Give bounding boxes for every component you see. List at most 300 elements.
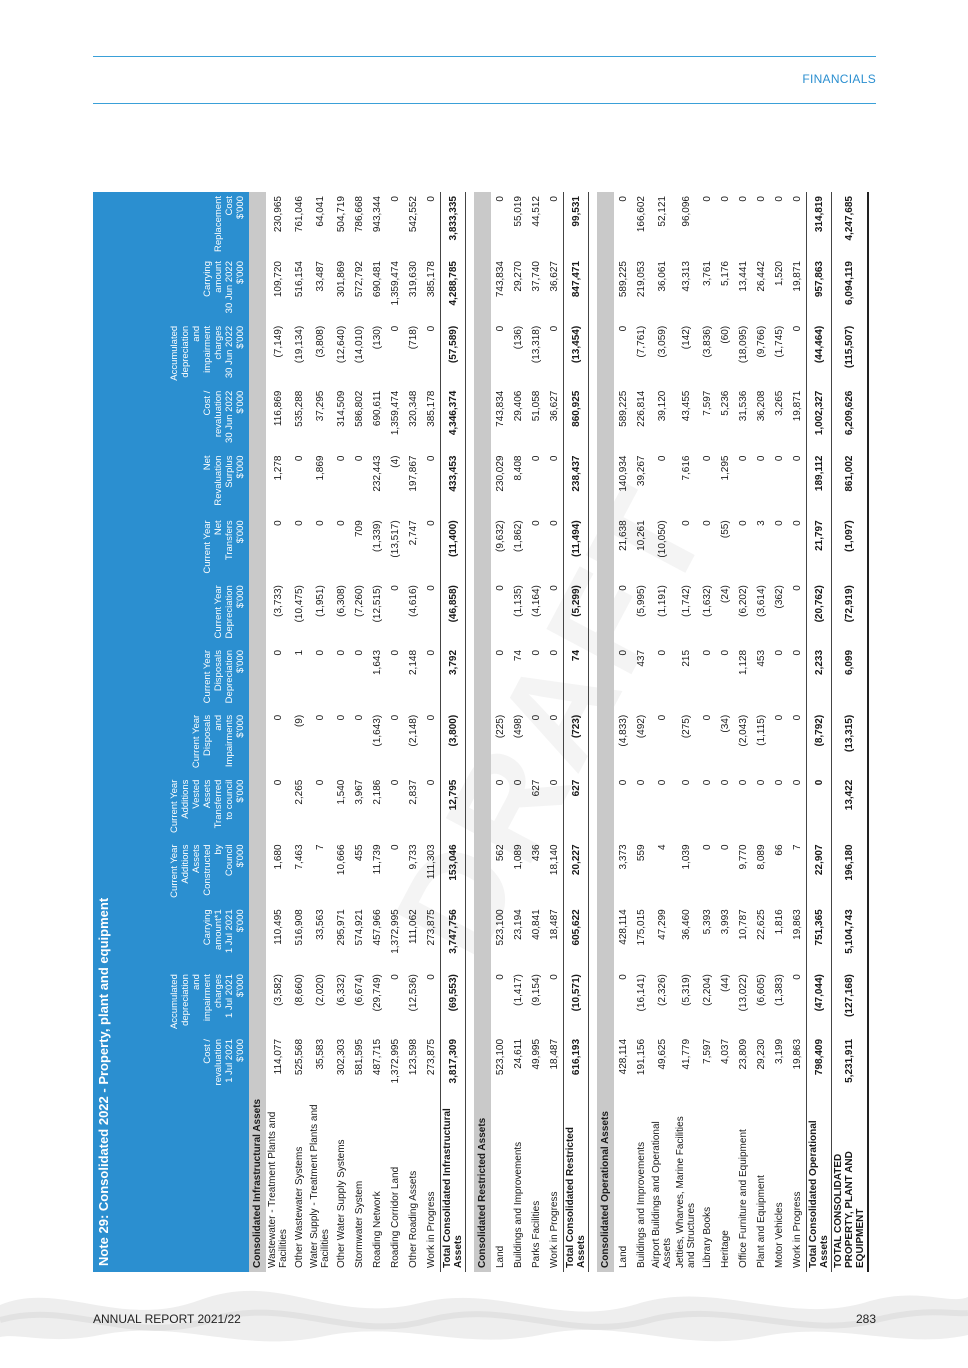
value-cell: 111,062 xyxy=(407,909,419,944)
value-cell: 847,471 xyxy=(564,257,589,322)
value-cell: (2,043) xyxy=(737,714,749,747)
row-label xyxy=(466,192,475,1272)
value-cell: 219,053 xyxy=(635,261,647,298)
value-cell: 215 xyxy=(680,649,692,667)
row-label: Heritage xyxy=(719,1230,731,1268)
value-cell: (1,339) xyxy=(371,520,383,553)
value-cell: (2,020) xyxy=(314,974,326,1006)
value-cell: 562 xyxy=(494,844,506,862)
value-cell: 0 xyxy=(680,520,692,526)
value-cell: 0 xyxy=(680,779,692,786)
value-cell: 230,029 xyxy=(494,455,506,492)
value-cell: 123,598 xyxy=(407,1038,419,1076)
value-cell: 0 xyxy=(425,779,437,786)
value-cell: 0 xyxy=(548,455,560,462)
value-cell: 433,453 xyxy=(441,452,466,517)
value-cell: 1 xyxy=(293,649,305,656)
value-cell: 24,611 xyxy=(512,1038,524,1069)
value-cell: (5,995) xyxy=(635,585,647,617)
value-cell: 1,002,327 xyxy=(807,387,832,452)
value-cell: 314,509 xyxy=(335,390,347,427)
value-cell: (24) xyxy=(719,585,731,603)
value-cell: 0 xyxy=(425,455,437,462)
value-cell: 0 xyxy=(791,196,803,202)
value-cell: 0 xyxy=(791,779,803,786)
value-cell: 232,443 xyxy=(371,455,383,492)
value-cell: 19,863 xyxy=(791,1038,803,1070)
total-row xyxy=(832,192,869,1272)
value-cell: (127,168) xyxy=(832,970,869,1035)
value-cell: (12,640) xyxy=(335,325,347,364)
total-row xyxy=(807,192,832,1272)
value-cell: 457,966 xyxy=(371,909,383,946)
value-cell: 0 xyxy=(494,325,506,332)
value-cell: (498) xyxy=(512,714,524,739)
table-row xyxy=(308,192,332,1272)
value-cell: 0 xyxy=(719,196,731,202)
value-cell: 0 xyxy=(353,714,365,721)
value-cell: (1,745) xyxy=(773,325,785,358)
value-cell: (1,115) xyxy=(755,714,767,746)
value-cell: 690,481 xyxy=(371,261,383,298)
value-cell: 302,303 xyxy=(335,1038,347,1076)
value-cell: (1,383) xyxy=(773,974,785,1006)
value-cell: (1,742) xyxy=(680,585,692,617)
value-cell: 37,295 xyxy=(314,390,326,422)
table-row xyxy=(770,192,788,1272)
value-cell: 37,740 xyxy=(530,261,542,292)
value-cell: 542,552 xyxy=(407,196,419,233)
column-header: Current Year Net Transfers $'000 xyxy=(115,516,249,581)
value-cell: 437 xyxy=(635,649,647,667)
value-cell: 4 xyxy=(656,844,668,851)
table-row xyxy=(527,192,545,1272)
row-label: Other Roading Assets xyxy=(407,1170,419,1268)
value-cell: (34) xyxy=(719,714,731,733)
value-cell: (5,319) xyxy=(680,974,692,1006)
value-cell: (9,766) xyxy=(755,325,767,358)
row-label: Consolidated Operational Assets xyxy=(597,192,614,1272)
value-cell: 0 xyxy=(272,649,284,656)
value-cell: (362) xyxy=(773,585,785,609)
value-cell: 0 xyxy=(272,779,284,786)
value-cell: 504,719 xyxy=(335,196,347,233)
value-cell: 35,583 xyxy=(314,1038,326,1070)
value-cell: (9) xyxy=(293,714,305,728)
value-cell: 690,611 xyxy=(371,390,383,427)
value-cell: 0 xyxy=(656,714,668,721)
value-cell: 1,816 xyxy=(773,909,785,935)
value-cell: 7,597 xyxy=(701,390,713,416)
value-cell: 3,833,335 xyxy=(441,192,466,257)
value-cell: 0 xyxy=(701,714,713,721)
value-cell: 4,037 xyxy=(719,1038,731,1064)
value-cell: (1,135) xyxy=(512,585,524,617)
value-cell: 0 xyxy=(617,585,629,591)
value-cell: 21,797 xyxy=(807,516,832,581)
value-cell: 0 xyxy=(335,649,347,656)
value-cell: 9,770 xyxy=(737,844,749,870)
value-cell: 0 xyxy=(272,714,284,721)
value-cell: 385,178 xyxy=(425,261,437,298)
value-cell: 31,536 xyxy=(737,390,749,422)
value-cell: 55,019 xyxy=(512,196,524,227)
row-label: TOTAL CONSOLIDATED PROPERTY, PLANT AND EQUIPMENT xyxy=(832,1100,869,1272)
value-cell: 589,225 xyxy=(617,390,629,427)
value-cell: (18,095) xyxy=(737,325,749,364)
value-cell: 5,231,911 xyxy=(832,1035,869,1100)
value-cell: 0 xyxy=(530,649,542,656)
value-cell: 0 xyxy=(314,779,326,786)
header-label-cell xyxy=(115,1100,249,1272)
value-cell: (3,808) xyxy=(314,325,326,358)
value-cell: (7,761) xyxy=(635,325,647,358)
section-label: FINANCIALS xyxy=(802,72,876,86)
table-row xyxy=(752,192,770,1272)
value-cell: (3,836) xyxy=(701,325,713,358)
value-cell: 0 xyxy=(737,779,749,786)
value-cell: 319,630 xyxy=(407,261,419,298)
value-cell: 523,100 xyxy=(494,1038,506,1076)
value-cell: (225) xyxy=(494,714,506,739)
value-cell: 140,934 xyxy=(617,455,629,492)
value-cell: 0 xyxy=(389,325,401,332)
value-cell: 4,346,374 xyxy=(441,387,466,452)
value-cell: (492) xyxy=(635,714,647,739)
value-cell: 525,568 xyxy=(293,1038,305,1076)
value-cell: 0 xyxy=(701,649,713,656)
value-cell: (1,862) xyxy=(512,520,524,553)
value-cell: 0 xyxy=(755,196,767,202)
value-cell: 1,359,474 xyxy=(389,261,401,306)
row-label: Other Wastewater Systems xyxy=(293,1146,305,1268)
value-cell: 487,715 xyxy=(371,1038,383,1076)
row-label: Total Consolidated Restricted Assets xyxy=(564,1100,589,1272)
value-cell: (8,792) xyxy=(807,711,832,776)
value-cell: (10,050) xyxy=(656,520,668,558)
value-cell: (16,141) xyxy=(635,974,647,1012)
value-cell: 0 xyxy=(530,455,542,462)
value-cell: 19,863 xyxy=(791,909,803,940)
value-cell: 9,733 xyxy=(407,844,419,870)
value-cell: (3,059) xyxy=(656,325,668,358)
value-cell: 13,422 xyxy=(832,776,869,841)
value-cell: 230,965 xyxy=(272,196,284,233)
value-cell: 861,002 xyxy=(832,452,869,517)
value-cell: 0 xyxy=(548,714,560,721)
value-cell: 238,437 xyxy=(564,452,589,517)
row-label xyxy=(589,192,598,1272)
value-cell: 0 xyxy=(335,520,347,526)
value-cell: (60) xyxy=(719,325,731,344)
column-header: Cost / revaluation 30 Jun 2022 $'000 xyxy=(115,387,249,452)
value-cell: 74 xyxy=(512,649,524,662)
value-cell: (142) xyxy=(680,325,692,350)
value-cell: (723) xyxy=(564,711,589,776)
row-label: Land xyxy=(494,1245,506,1268)
value-cell: 0 xyxy=(353,649,365,656)
value-cell: 0 xyxy=(548,520,560,526)
value-cell: 36,627 xyxy=(548,390,560,422)
value-cell: 0 xyxy=(548,196,560,202)
value-cell: 33,563 xyxy=(314,909,326,940)
value-cell: 0 xyxy=(773,649,785,656)
value-cell: (9,154) xyxy=(530,974,542,1006)
value-cell: 2,837 xyxy=(407,779,419,805)
value-cell: 3,265 xyxy=(773,390,785,416)
value-cell: 572,792 xyxy=(353,261,365,298)
value-cell: 0 xyxy=(719,844,731,851)
value-cell: 0 xyxy=(791,520,803,526)
value-cell: 627 xyxy=(530,779,542,797)
value-cell: 19,871 xyxy=(791,261,803,292)
column-header: Current Year Depreciation $'000 xyxy=(115,581,249,646)
value-cell: 2,186 xyxy=(371,779,383,805)
value-cell: 0 xyxy=(494,196,506,202)
value-cell: 0 xyxy=(425,325,437,332)
row-label: Buildings and Improvements xyxy=(635,1141,647,1268)
value-cell: 0 xyxy=(314,520,326,526)
value-cell: 22,625 xyxy=(755,909,767,940)
value-cell: 29,270 xyxy=(512,261,524,292)
value-cell: 0 xyxy=(389,844,401,851)
value-cell: 0 xyxy=(335,714,347,721)
value-cell: 0 xyxy=(791,649,803,656)
value-cell: 13,441 xyxy=(737,261,749,292)
value-cell: 0 xyxy=(293,455,305,462)
value-cell: 4,288,785 xyxy=(441,257,466,322)
value-cell: 43,313 xyxy=(680,261,692,292)
value-cell: 535,288 xyxy=(293,390,305,427)
row-label: Parks Facilities xyxy=(530,1200,542,1268)
value-cell: 0 xyxy=(737,455,749,462)
value-cell: 36,208 xyxy=(755,390,767,422)
value-cell: (6,605) xyxy=(755,974,767,1006)
value-cell: 1,128 xyxy=(737,649,749,676)
row-label: Total Consolidated Infrastructural Assets xyxy=(441,1100,466,1272)
value-cell: (55) xyxy=(719,520,731,539)
value-cell: (19,134) xyxy=(293,325,305,364)
value-cell: 10,787 xyxy=(737,909,749,940)
value-cell: 20,227 xyxy=(564,840,589,905)
value-cell: 516,908 xyxy=(293,909,305,946)
row-label: Jetties, Wharves, Marine Facilities and Structures xyxy=(675,1116,697,1268)
value-cell: 3,792 xyxy=(441,646,466,711)
value-cell: (115,507) xyxy=(832,322,869,387)
table-row xyxy=(368,192,386,1272)
value-cell: 295,971 xyxy=(335,909,347,946)
value-cell: 273,875 xyxy=(425,1038,437,1076)
value-cell: 22,907 xyxy=(807,840,832,905)
value-cell: 0 xyxy=(548,325,560,332)
value-cell: 761,046 xyxy=(293,196,305,233)
value-cell: 0 xyxy=(425,585,437,591)
row-label: Work in Progress xyxy=(791,1191,803,1268)
value-cell: 516,154 xyxy=(293,261,305,298)
value-cell: (1,643) xyxy=(371,714,383,747)
value-cell: 0 xyxy=(617,196,629,202)
value-cell: 0 xyxy=(548,779,560,786)
table-header-row xyxy=(115,192,249,1272)
spacer-row xyxy=(589,192,598,1272)
value-cell: (11,494) xyxy=(564,516,589,581)
value-cell: 743,834 xyxy=(494,390,506,427)
value-cell: 3,761 xyxy=(701,261,713,287)
value-cell: 320,348 xyxy=(407,390,419,427)
value-cell: 0 xyxy=(617,649,629,656)
value-cell: 43,455 xyxy=(680,390,692,422)
table-row xyxy=(698,192,716,1272)
value-cell: (136) xyxy=(512,325,524,350)
value-cell: (1,417) xyxy=(512,974,524,1006)
value-cell: 23,809 xyxy=(737,1038,749,1070)
value-cell: 0 xyxy=(791,974,803,980)
value-cell: 523,100 xyxy=(494,909,506,946)
value-cell: 66 xyxy=(773,844,785,856)
value-cell: 709 xyxy=(353,520,365,538)
value-cell: 1,089 xyxy=(512,844,524,870)
table-body xyxy=(249,192,868,1272)
value-cell: (7,149) xyxy=(272,325,284,358)
column-header: Current Year Disposals and Impairments $'000 xyxy=(115,711,249,776)
value-cell: 0 xyxy=(494,779,506,786)
table-row xyxy=(386,192,404,1272)
value-cell: 3,747,756 xyxy=(441,905,466,970)
value-cell: (10,571) xyxy=(564,970,589,1035)
value-cell: 3,199 xyxy=(773,1038,785,1064)
value-cell: 559 xyxy=(635,844,647,862)
value-cell: 47,299 xyxy=(656,909,668,940)
row-label: Roading Corridor Land xyxy=(389,1166,401,1268)
value-cell: (57,589) xyxy=(441,322,466,387)
value-cell: 1,278 xyxy=(272,455,284,481)
column-header: Current Year Disposals Depreciation $'000 xyxy=(115,646,249,711)
value-cell: 0 xyxy=(389,585,401,591)
table-row xyxy=(650,192,674,1272)
value-cell: 0 xyxy=(548,585,560,591)
value-cell: 0 xyxy=(701,779,713,786)
value-cell: 7,616 xyxy=(680,455,692,481)
value-cell: (718) xyxy=(407,325,419,350)
column-header: Carrying amount*1 1 Jul 2021 $'000 xyxy=(115,905,249,970)
value-cell: (3,733) xyxy=(272,585,284,617)
value-cell: 44,512 xyxy=(530,196,542,227)
value-cell: 0 xyxy=(719,649,731,656)
value-cell: 0 xyxy=(755,779,767,786)
value-cell: 10,666 xyxy=(335,844,347,876)
value-cell: 428,114 xyxy=(617,1038,629,1075)
value-cell: 109,720 xyxy=(272,261,284,298)
row-label: Stormwater System xyxy=(353,1180,365,1268)
column-header: Carrying amount 30 Jun 2022 $'000 xyxy=(115,257,249,322)
value-cell: 189,112 xyxy=(807,452,832,517)
value-cell: 574,921 xyxy=(353,909,365,946)
value-cell: 197,867 xyxy=(407,455,419,492)
value-cell: 589,225 xyxy=(617,261,629,298)
value-cell: 7 xyxy=(791,844,803,851)
value-cell: 7 xyxy=(314,844,326,851)
value-cell: (1,632) xyxy=(701,585,713,617)
table-row xyxy=(788,192,807,1272)
value-cell: 0 xyxy=(425,196,437,202)
value-cell: 2,265 xyxy=(293,779,305,805)
value-cell: 4,247,685 xyxy=(832,192,869,257)
value-cell: 0 xyxy=(425,974,437,980)
column-header: Net Revaluation Surplus $'000 xyxy=(115,452,249,517)
value-cell: (11,400) xyxy=(441,516,466,581)
table-row xyxy=(350,192,368,1272)
column-header: Cost / revaluation 1 Jul 2021 $'000 xyxy=(115,1035,249,1100)
value-cell: 5,104,743 xyxy=(832,905,869,970)
value-cell: 581,595 xyxy=(353,1038,365,1076)
table-row xyxy=(545,192,564,1272)
value-cell: 627 xyxy=(564,776,589,841)
value-cell: 39,120 xyxy=(656,390,668,422)
value-cell: 860,925 xyxy=(564,387,589,452)
value-cell: (14,010) xyxy=(353,325,365,364)
value-cell: 5,176 xyxy=(719,261,731,287)
value-cell: 36,627 xyxy=(548,261,560,292)
value-cell: (2,326) xyxy=(656,974,668,1006)
row-label: Motor Vehicles xyxy=(773,1202,785,1268)
row-label: Total Consolidated Operational Assets xyxy=(807,1100,832,1272)
value-cell: 226,814 xyxy=(635,390,647,427)
value-cell: 0 xyxy=(314,649,326,656)
value-cell: 0 xyxy=(617,974,629,980)
value-cell: 40,841 xyxy=(530,909,542,940)
value-cell: 29,230 xyxy=(755,1038,767,1070)
row-label: Library Books xyxy=(701,1206,713,1268)
value-cell: (46,858) xyxy=(441,581,466,646)
table-row xyxy=(422,192,441,1272)
spacer-row xyxy=(466,192,475,1272)
value-cell: 2,148 xyxy=(407,649,419,676)
value-cell: 0 xyxy=(494,585,506,591)
value-cell: 2,747 xyxy=(407,520,419,546)
value-cell: 7,463 xyxy=(293,844,305,870)
value-cell: 0 xyxy=(773,455,785,462)
value-cell: (275) xyxy=(680,714,692,739)
value-cell: 191,156 xyxy=(635,1038,647,1076)
value-cell: 2,233 xyxy=(807,646,832,711)
value-cell: 5,236 xyxy=(719,390,731,416)
value-cell: (3,800) xyxy=(441,711,466,776)
value-cell: (1,191) xyxy=(656,585,668,617)
value-cell: 153,046 xyxy=(441,840,466,905)
value-cell: 33,487 xyxy=(314,261,326,292)
table-row xyxy=(716,192,734,1272)
value-cell: (1,097) xyxy=(832,516,869,581)
table-row xyxy=(491,192,509,1272)
value-cell: 0 xyxy=(293,520,305,526)
value-cell: 0 xyxy=(389,779,401,786)
value-cell: 453 xyxy=(755,649,767,667)
value-cell: 0 xyxy=(791,325,803,332)
page-number: 283 xyxy=(855,1312,876,1326)
value-cell: 6,209,626 xyxy=(832,387,869,452)
value-cell: 116,869 xyxy=(272,390,284,427)
value-cell: 5,393 xyxy=(701,909,713,935)
row-label: Plant and Equipment xyxy=(755,1175,767,1268)
row-label: Work in Progress xyxy=(425,1191,437,1268)
value-cell: 1,039 xyxy=(680,844,692,870)
row-label: Office Furniture and Equipment xyxy=(737,1129,749,1268)
section-heading-row xyxy=(249,192,266,1272)
value-cell: 19,871 xyxy=(791,390,803,422)
value-cell: (12,515) xyxy=(371,585,383,623)
value-cell: 0 xyxy=(389,196,401,202)
value-cell: 110,495 xyxy=(272,909,284,945)
